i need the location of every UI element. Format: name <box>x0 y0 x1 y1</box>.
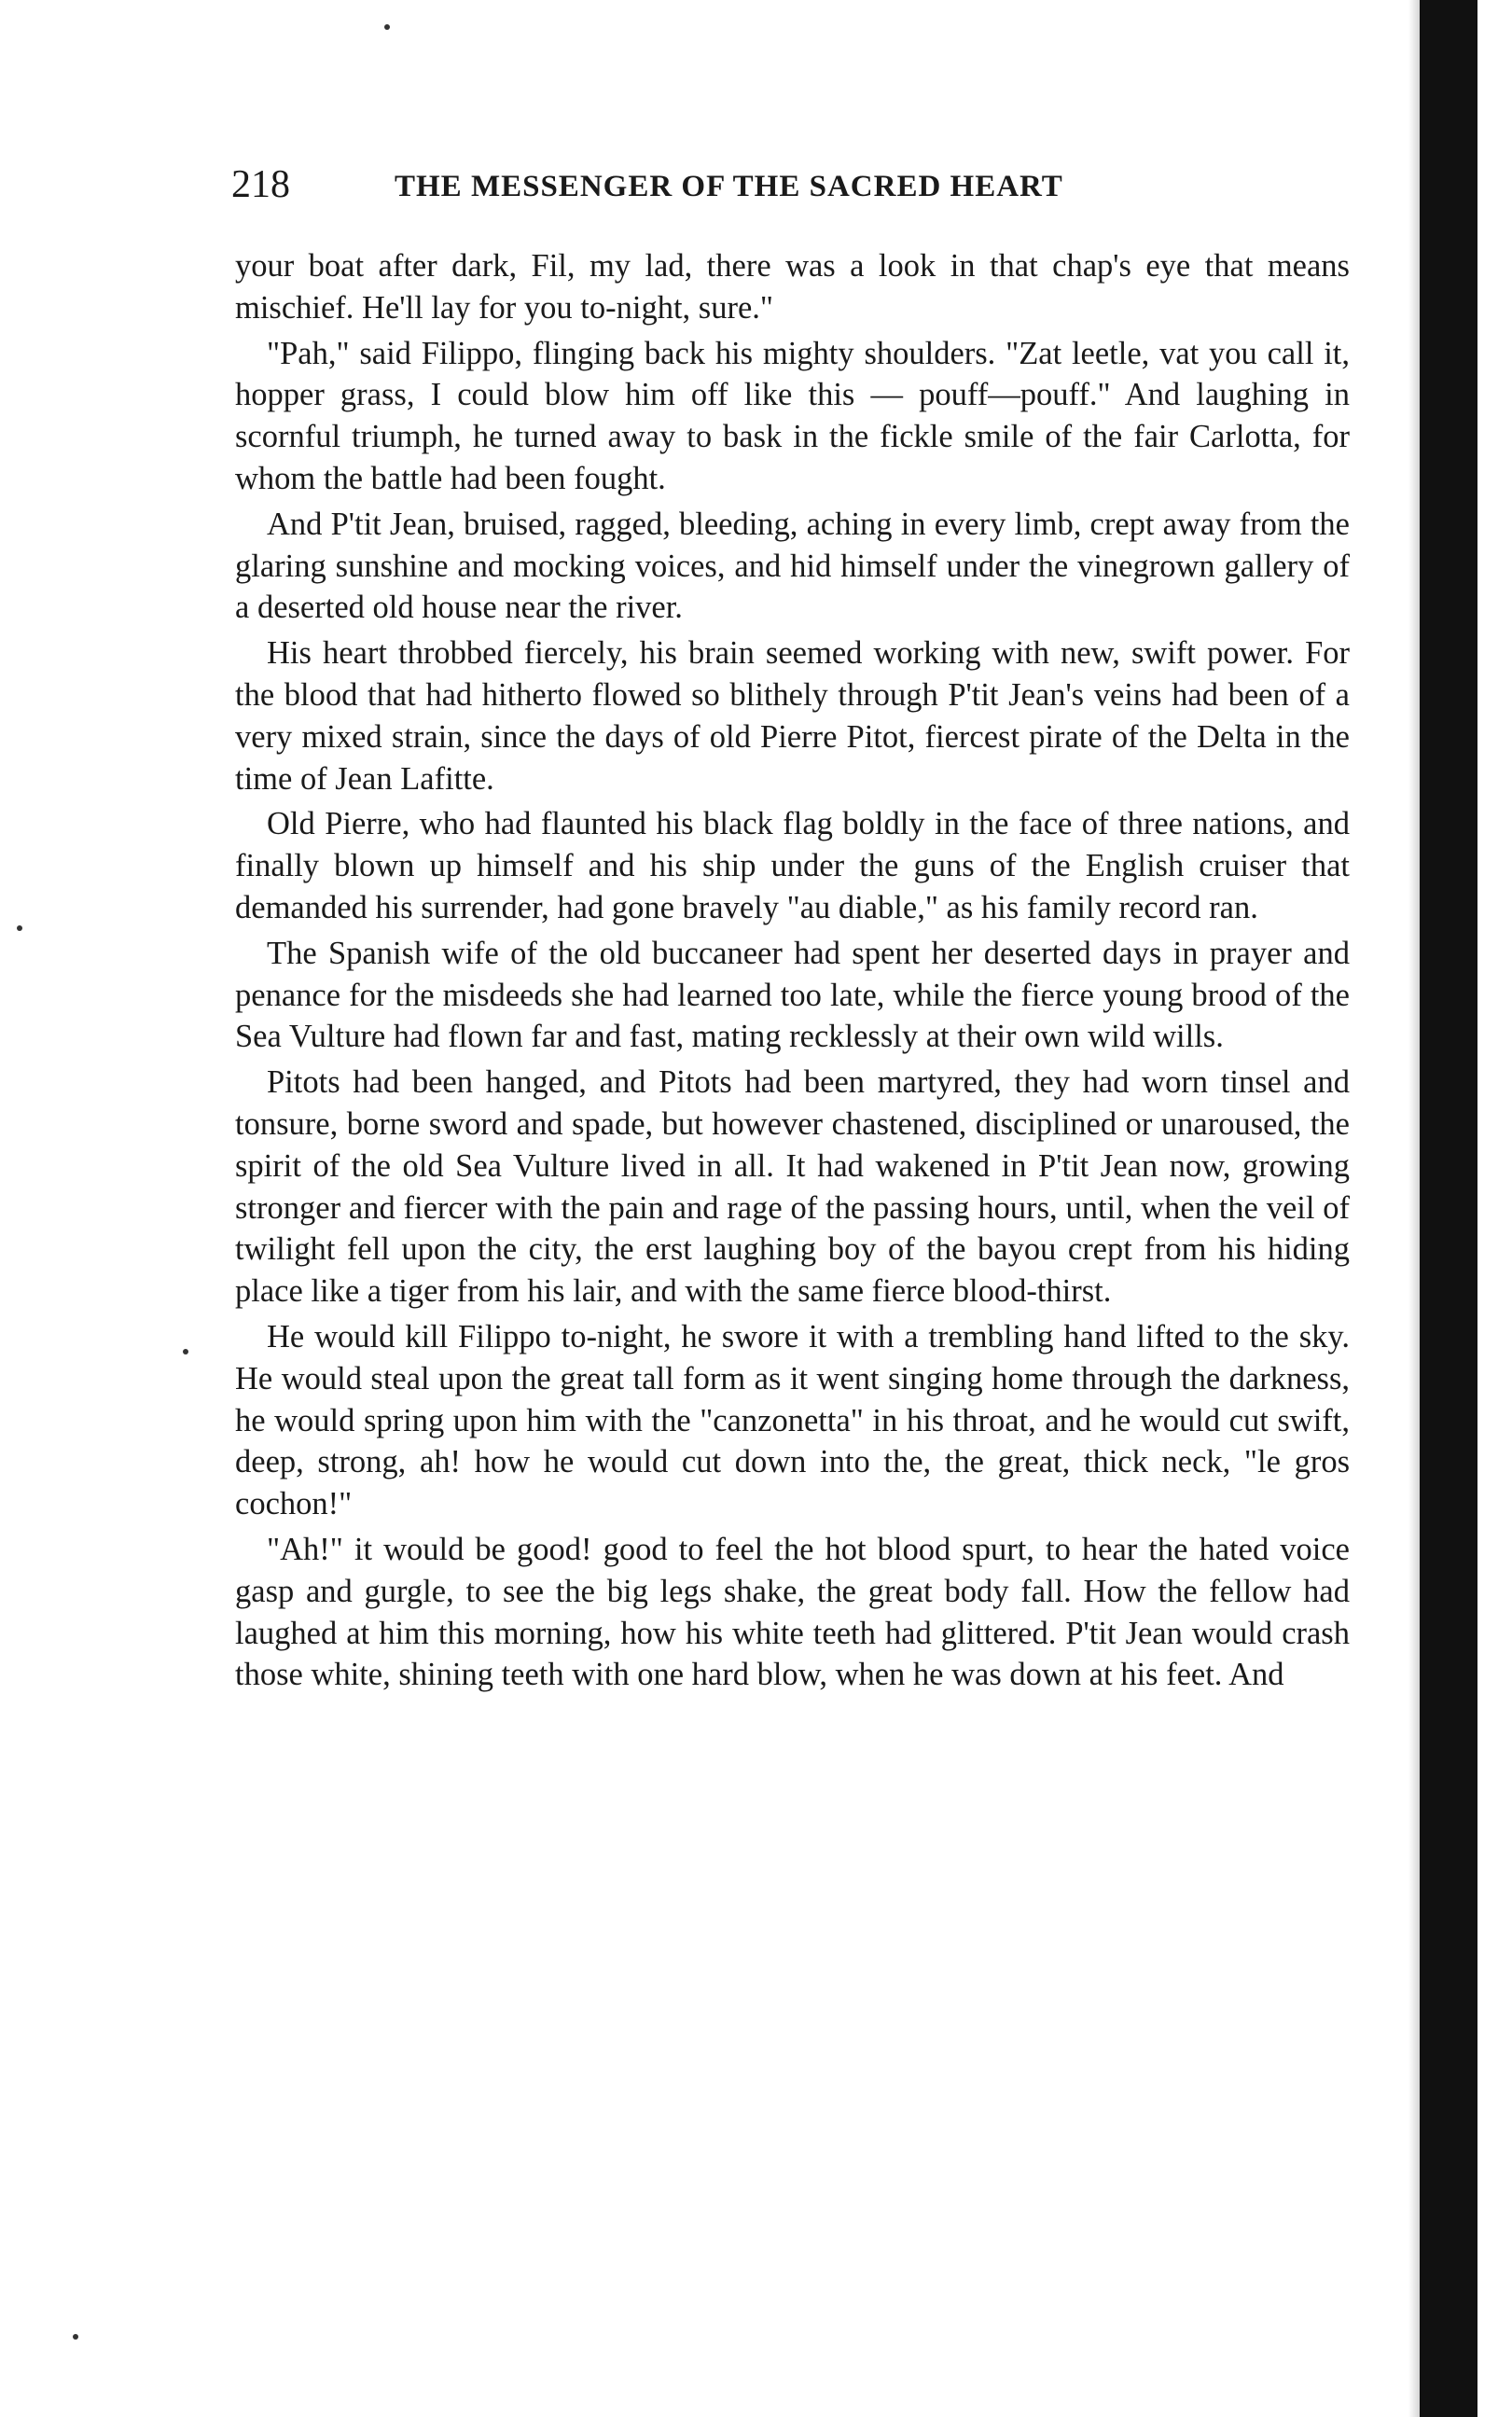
paragraph: Pitots had been hanged, and Pitots had been martyred, they had worn tinsel and tonsure, borne sword and spade, but however chastened, disciplined or unaroused, the spirit of the old Sea Vulture lived in all. It had wakened in P'tit Jean now, growing stronger and fiercer with the pain and rage of the passing hours, until, when the veil of twilight fell upon the city, the erst laughing boy of the bayou crept from his hiding place like a tiger from his lair, and with the same fierce blood-thirst. <box>235 1064 1350 1310</box>
running-title: THE MESSENGER OF THE SACRED HEART <box>395 170 1063 203</box>
paragraph: "Pah," said Filippo, flinging back his mighty shoulders. "Zat leetle, vat you call it, hopper grass, I could blow him off like this — pouff—pouff." And laughing in scornful triumph, he turned away to bask in the fickle smile of the fair Carlotta, for whom the battle had been fought. <box>235 335 1350 496</box>
paragraph: His heart throbbed fiercely, his brain seemed working with new, swift power. For the blood that had hitherto flowed so blithely through P'tit Jean's veins had been of a very mixed strain, since the days of old Pierre Pitot, fiercest pirate of the Delta in the time of Jean Lafitte. <box>235 635 1350 797</box>
page-header <box>231 157 1351 213</box>
body-text <box>235 245 1350 1700</box>
ink-speck <box>384 24 390 30</box>
paragraph: "Ah!" it would be good! good to feel the hot blood spurt, to hear the hated voice gasp and gurgle, to see the big legs shake, the great body fall. How the fellow had laughed at him this morning, how his white teeth had glittered. P'tit Jean would crash those white, shining teeth with one hard blow, when he was down at his feet. And <box>235 1531 1350 1693</box>
paragraph: He would kill Filippo to-night, he swore it with a trembling hand lifted to the sky. He would steal upon the great tall form as it went singing home through the darkness, he would spring upon him with the "canzonetta" in his throat, and he would cut swift, deep, strong, ah! how he would cut down into the, the great, thick neck, "le gros cochon!" <box>235 1318 1350 1522</box>
ink-speck <box>17 925 22 931</box>
paragraph: Old Pierre, who had flaunted his black flag boldly in the face of three nations, and finally blown up himself and his ship under the guns of the English cruiser that demanded his surrender, had gone bravely "au diable," as his family record ran. <box>235 806 1350 925</box>
ink-speck <box>183 1349 188 1354</box>
book-spine <box>1420 0 1477 2417</box>
page-number: 218 <box>231 163 290 206</box>
paragraph: your boat after dark, Fil, my lad, there was a look in that chap's eye that means mischief. He'll lay for you to-night, sure." <box>235 248 1350 326</box>
ink-speck <box>73 2334 78 2340</box>
paragraph: The Spanish wife of the old buccaneer had spent her deserted days in prayer and penance for the misdeeds she had learned too late, while the fierce young brood of the Sea Vulture had flown far and fast, mating recklessly at their own wild wills. <box>235 935 1350 1055</box>
paragraph: And P'tit Jean, bruised, ragged, bleeding, aching in every limb, crept away from the glaring sunshine and mocking voices, and hid himself under the vinegrown gallery of a deserted old house near the river. <box>235 506 1350 626</box>
